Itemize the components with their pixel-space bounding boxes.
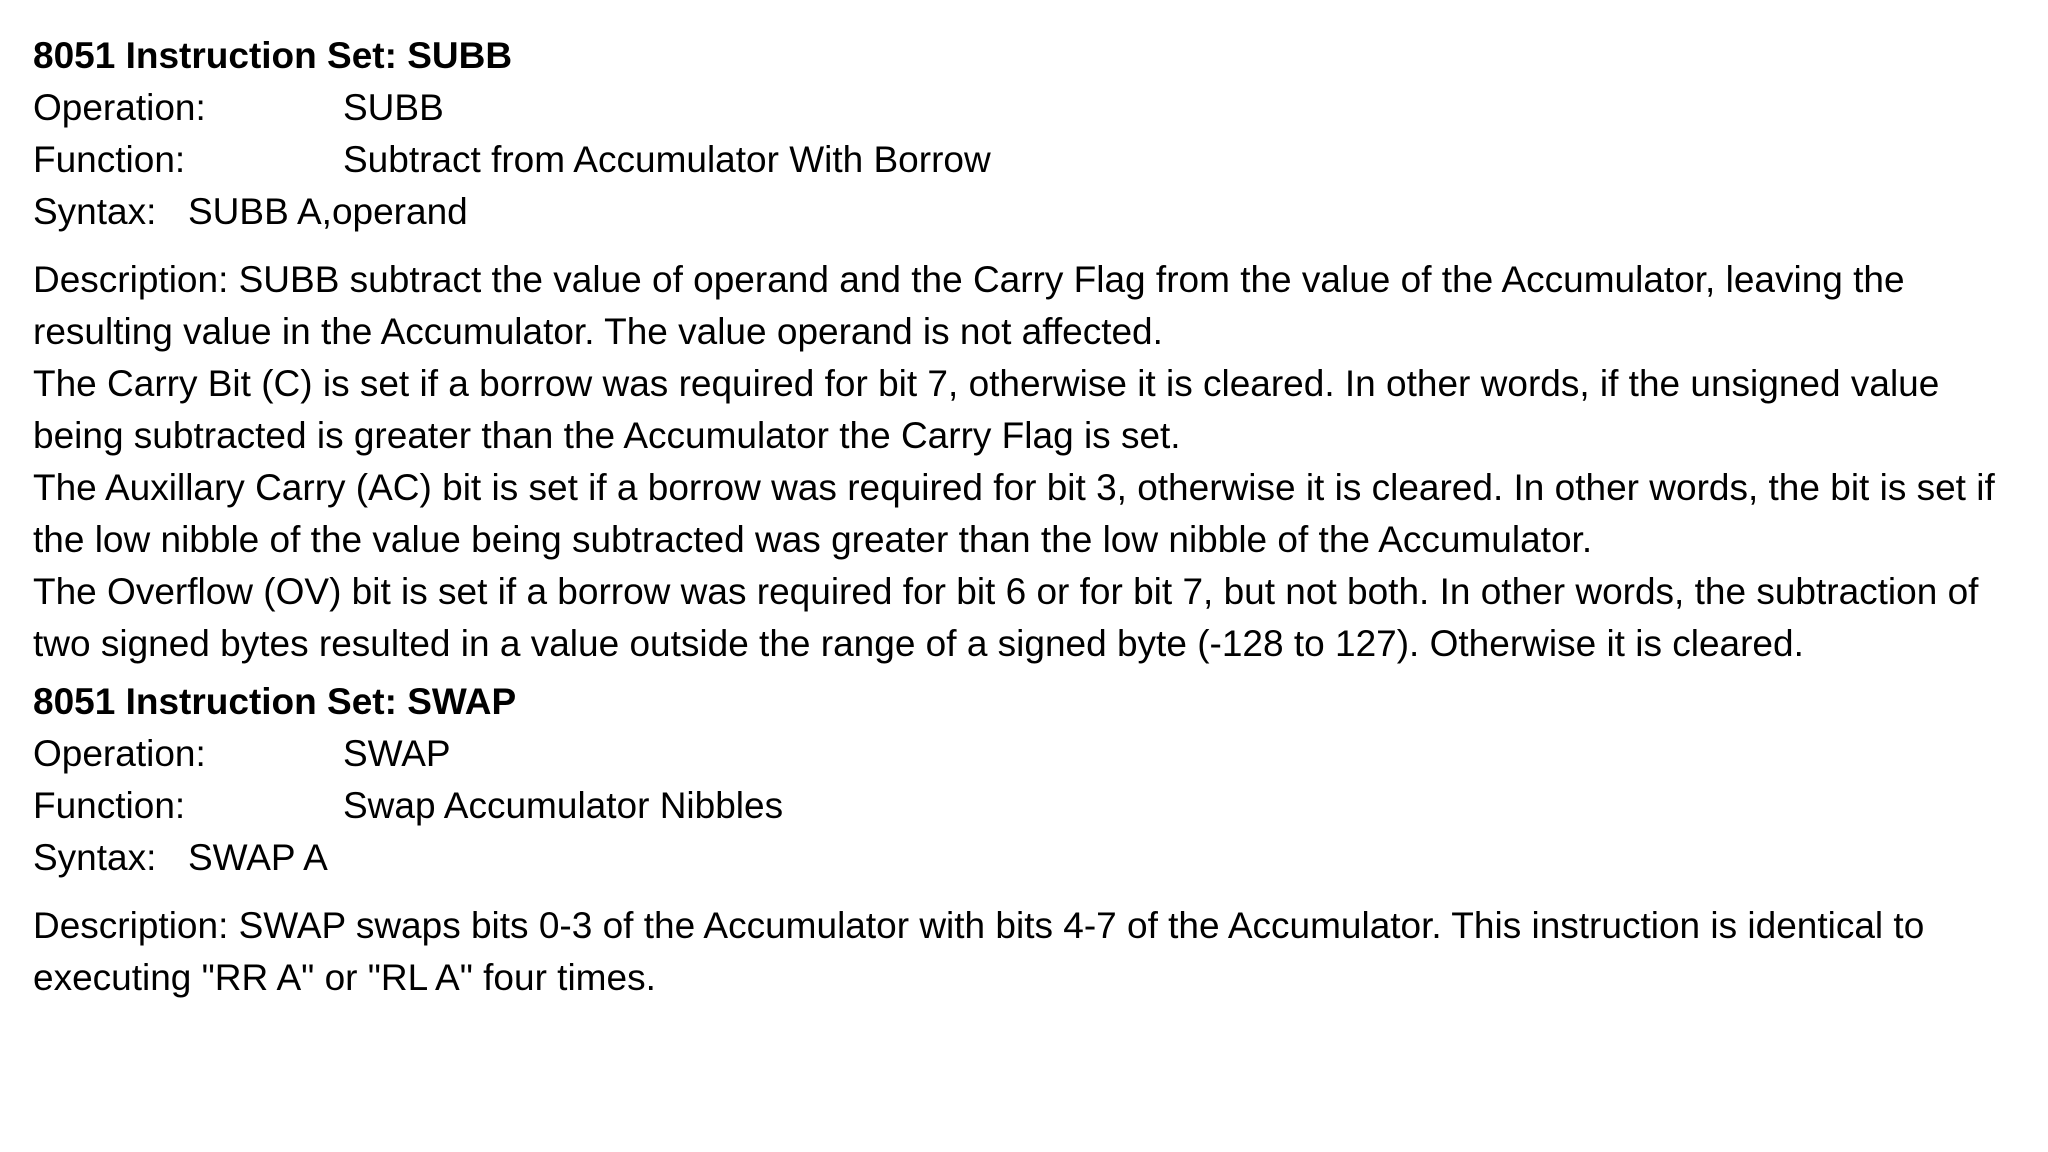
syntax-value: SWAP A — [188, 837, 328, 878]
operation-row-subb — [33, 82, 2018, 134]
description-paragraph: Description: SUBB subtract the value of operand and the Carry Flag from the value of the Accumulator, leaving the resulting value in the Accumulator. The value operand is not affected. — [33, 259, 1905, 352]
operation-row-swap — [33, 728, 2018, 780]
section-title-swap: 8051 Instruction Set: SWAP — [33, 681, 517, 722]
carry-paragraph: The Carry Bit (C) is set if a borrow was required for bit 7, otherwise it is cleared. In other words, if the unsigned value being subtracted is greater than the Accumulator the Carry Flag is set. — [33, 363, 1940, 456]
function-label: Function: — [33, 785, 186, 826]
function-label: Function: — [33, 139, 186, 180]
operation-label: Operation: — [33, 733, 206, 774]
swap-section — [33, 676, 2018, 1004]
syntax-value: SUBB A,operand — [188, 191, 468, 232]
description-subb — [33, 254, 2018, 670]
description-paragraph: Description: SWAP swaps bits 0-3 of the Accumulator with bits 4-7 of the Accumulator. This instruction is identical to executing "RR A" or "RL A" four times. — [33, 905, 1925, 998]
function-value: Swap Accumulator Nibbles — [343, 785, 784, 826]
syntax-label: Syntax: — [33, 837, 157, 878]
subb-section — [33, 30, 2018, 670]
aux-carry-paragraph: The Auxillary Carry (AC) bit is set if a borrow was required for bit 3, otherwise it is cleared. In other words, the bit is set if the low nibble of the value being subtracted was greater than the low nibble of the Accumulator. — [33, 467, 1995, 560]
document-page — [33, 30, 2018, 1004]
description-swap — [33, 900, 2018, 1004]
function-row-subb — [33, 134, 2018, 186]
operation-value: SUBB — [343, 87, 444, 128]
operation-value: SWAP — [343, 733, 451, 774]
section-title-subb: 8051 Instruction Set: SUBB — [33, 35, 513, 76]
syntax-row-subb — [33, 186, 2018, 238]
syntax-row-swap — [33, 832, 2018, 884]
function-value: Subtract from Accumulator With Borrow — [343, 139, 991, 180]
operation-label: Operation: — [33, 87, 206, 128]
function-row-swap — [33, 780, 2018, 832]
syntax-label: Syntax: — [33, 191, 157, 232]
overflow-paragraph: The Overflow (OV) bit is set if a borrow was required for bit 6 or for bit 7, but not both. In other words, the subtraction of two signed bytes resulted in a value outside the range of a signed byte (-128 to 127). Otherwise it is cleared. — [33, 571, 1979, 664]
